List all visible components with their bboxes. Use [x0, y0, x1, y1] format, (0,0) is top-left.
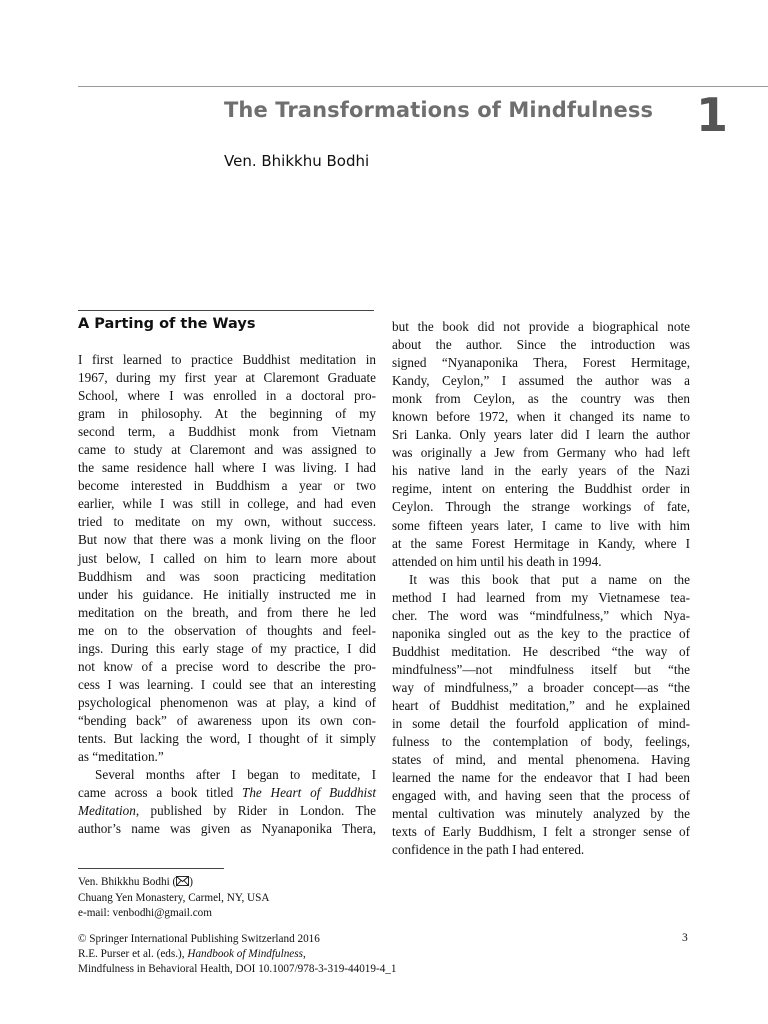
book-title-italic: The Heart of Buddhist — [241, 785, 377, 801]
text-line: mental cultivation was minutely analyzed by the — [392, 806, 690, 822]
left-column — [78, 351, 376, 838]
footnote-author: Ven. Bhikkhu Bodhi ( — [78, 876, 177, 888]
text-line: but the book did not provide a biographical note — [392, 319, 690, 334]
text-line: Buddhism and was soon practicing meditation — [78, 568, 376, 584]
text-line: naponika singled out as the key to the practice of — [392, 625, 690, 641]
right-paragraph-2 — [392, 571, 690, 860]
text-line: It was this book that put a name on the — [409, 571, 690, 587]
text-line: came to study at Claremont and was assigned to — [78, 442, 376, 458]
text-line: Ceylon. Through the strange workings of fate, — [392, 499, 690, 515]
text-line: in some detail the fourfold application of mind- — [392, 716, 690, 732]
right-column — [392, 318, 690, 859]
section-heading: A Parting of the Ways — [78, 316, 256, 332]
footnote-rule — [78, 868, 224, 869]
text-line: 1967, during my first year at Claremont Graduate — [78, 370, 376, 386]
text-line: But now that there was a monk living on the floor — [78, 532, 376, 548]
citation-editors: R.E. Purser et al. (eds.), — [78, 948, 188, 961]
text-line: way of mindfulness,” a broader concept—as “the — [392, 679, 690, 695]
text-line: just below, I called on him to learn more about — [78, 550, 376, 566]
author-footnote — [78, 875, 269, 922]
right-paragraph-1 — [392, 318, 690, 571]
text-line: me on to the observation of thoughts and feel- — [78, 622, 376, 638]
text-line: tents. But lacking the word, I thought of it simply — [78, 730, 376, 746]
text-line: heart of Buddhist meditation,” and he explained — [392, 697, 690, 713]
citation-comma: , — [302, 948, 306, 961]
text-line — [78, 802, 376, 820]
text-line: psychological phenomenon was at play, a kind of — [78, 694, 376, 710]
page-number: 3 — [682, 932, 688, 944]
text-line: Buddhist meditation. He described “the way of — [392, 643, 690, 659]
text-line: method I had learned from my Vietnamese tea- — [392, 589, 690, 605]
text-line: meditation on the breath, and from there he led — [78, 604, 376, 620]
text-line: attended on him until his death in 1994. — [392, 553, 602, 569]
chapter-title: The Transformations of Mindfulness — [224, 98, 654, 122]
text-line: School, where I was enrolled in a doctoral pro- — [78, 388, 376, 404]
text-line: tried to meditate on my own, without success. — [78, 514, 376, 530]
citation-line — [78, 947, 396, 962]
text-line: Sri Lanka. Only years later did I learn the author — [392, 427, 690, 443]
text-line: the same residence hall where I was living. I had — [78, 460, 376, 476]
envelope-icon — [176, 876, 189, 891]
text-line — [78, 784, 376, 802]
text-line: as “meditation.” — [78, 749, 164, 765]
text-line: known before 1972, when it changed its name to — [392, 409, 690, 425]
text-line: about the author. Since the introduction was — [392, 337, 690, 353]
text-line: under his guidance. He initially instructed me in — [78, 586, 376, 602]
text-line: I first learned to practice Buddhist meditation in — [78, 352, 376, 367]
text-span: came across a book titled — [78, 785, 242, 801]
left-paragraph-2 — [78, 766, 376, 838]
text-line: engaged with, and having seen that the process of — [392, 788, 690, 804]
text-line: author’s name was given as Nyanaponika Thera, — [78, 821, 376, 837]
text-line: Several months after I began to meditate, I — [95, 767, 376, 783]
chapter-author: Ven. Bhikkhu Bodhi — [224, 152, 370, 170]
handbook-title: Handbook of Mindfulness — [187, 948, 303, 961]
left-paragraph-1 — [78, 351, 376, 766]
copyright-line: © Springer International Publishing Switzerland 2016 — [78, 933, 320, 945]
text-line: texts of Early Buddhism, I felt a stronger sense of — [392, 824, 690, 840]
text-line: regime, intent on entering the Buddhist order in — [392, 481, 690, 497]
text-line: mindfulness”—not mindfulness itself but “the — [392, 661, 690, 677]
text-line: was originally a Jew from Germany who had left — [392, 445, 690, 461]
text-line: some fifteen years later, I came to live with him — [392, 517, 690, 533]
text-line: earlier, while I was still in college, and had even — [78, 496, 376, 512]
footnote-affiliation: Chuang Yen Monastery, Carmel, NY, USA — [78, 892, 270, 905]
text-line: his native land in the early years of the Nazi — [392, 463, 690, 479]
text-line: states of mind, and mental phenomena. Having — [392, 752, 690, 768]
book-title-italic: Meditation — [78, 803, 136, 819]
text-line: signed “Nyanaponika Thera, Forest Hermitage, — [392, 355, 690, 371]
text-line: monk from Ceylon, as the country was then — [392, 391, 690, 407]
text-line: ings. During this early stage of my practice, I did — [78, 640, 376, 656]
doi-line: Mindfulness in Behavioral Health, DOI 10.1007/978-3-319-44019-4_1 — [78, 963, 397, 976]
top-rule — [78, 86, 768, 87]
text-line: become interested in Buddhism a year or two — [78, 478, 376, 494]
footnote-close: ) — [189, 876, 193, 888]
text-line: Kandy, Ceylon,” I assumed the author was a — [392, 373, 690, 389]
footnote-email[interactable]: e-mail: venbodhi@gmail.com — [78, 907, 212, 920]
text-line: not know of a precise word to describe the pro- — [78, 658, 376, 674]
text-line: “bending back” of awareness upon its own con- — [78, 712, 376, 728]
text-line: cher. The word was “mindfulness,” which Nya- — [392, 607, 690, 623]
text-line: learned the name for the endeavor that I had been — [392, 770, 690, 786]
text-line: at the same Forest Hermitage in Kandy, where I — [392, 535, 690, 551]
text-line: confidence in the path I had entered. — [392, 842, 585, 858]
copyright-block — [78, 932, 396, 978]
text-span: , published by Rider in London. The — [135, 803, 376, 819]
section-rule — [78, 310, 374, 311]
text-line: cess I was learning. I could see that an interesting — [78, 676, 376, 692]
footnote-author-line — [78, 875, 269, 891]
text-line: gram in philosophy. At the beginning of my — [78, 406, 376, 422]
text-line: fulness to the contemplation of body, feelings, — [392, 734, 690, 750]
text-line: second term, a Buddhist monk from Vietnam — [78, 424, 376, 440]
chapter-number: 1 — [696, 88, 729, 142]
